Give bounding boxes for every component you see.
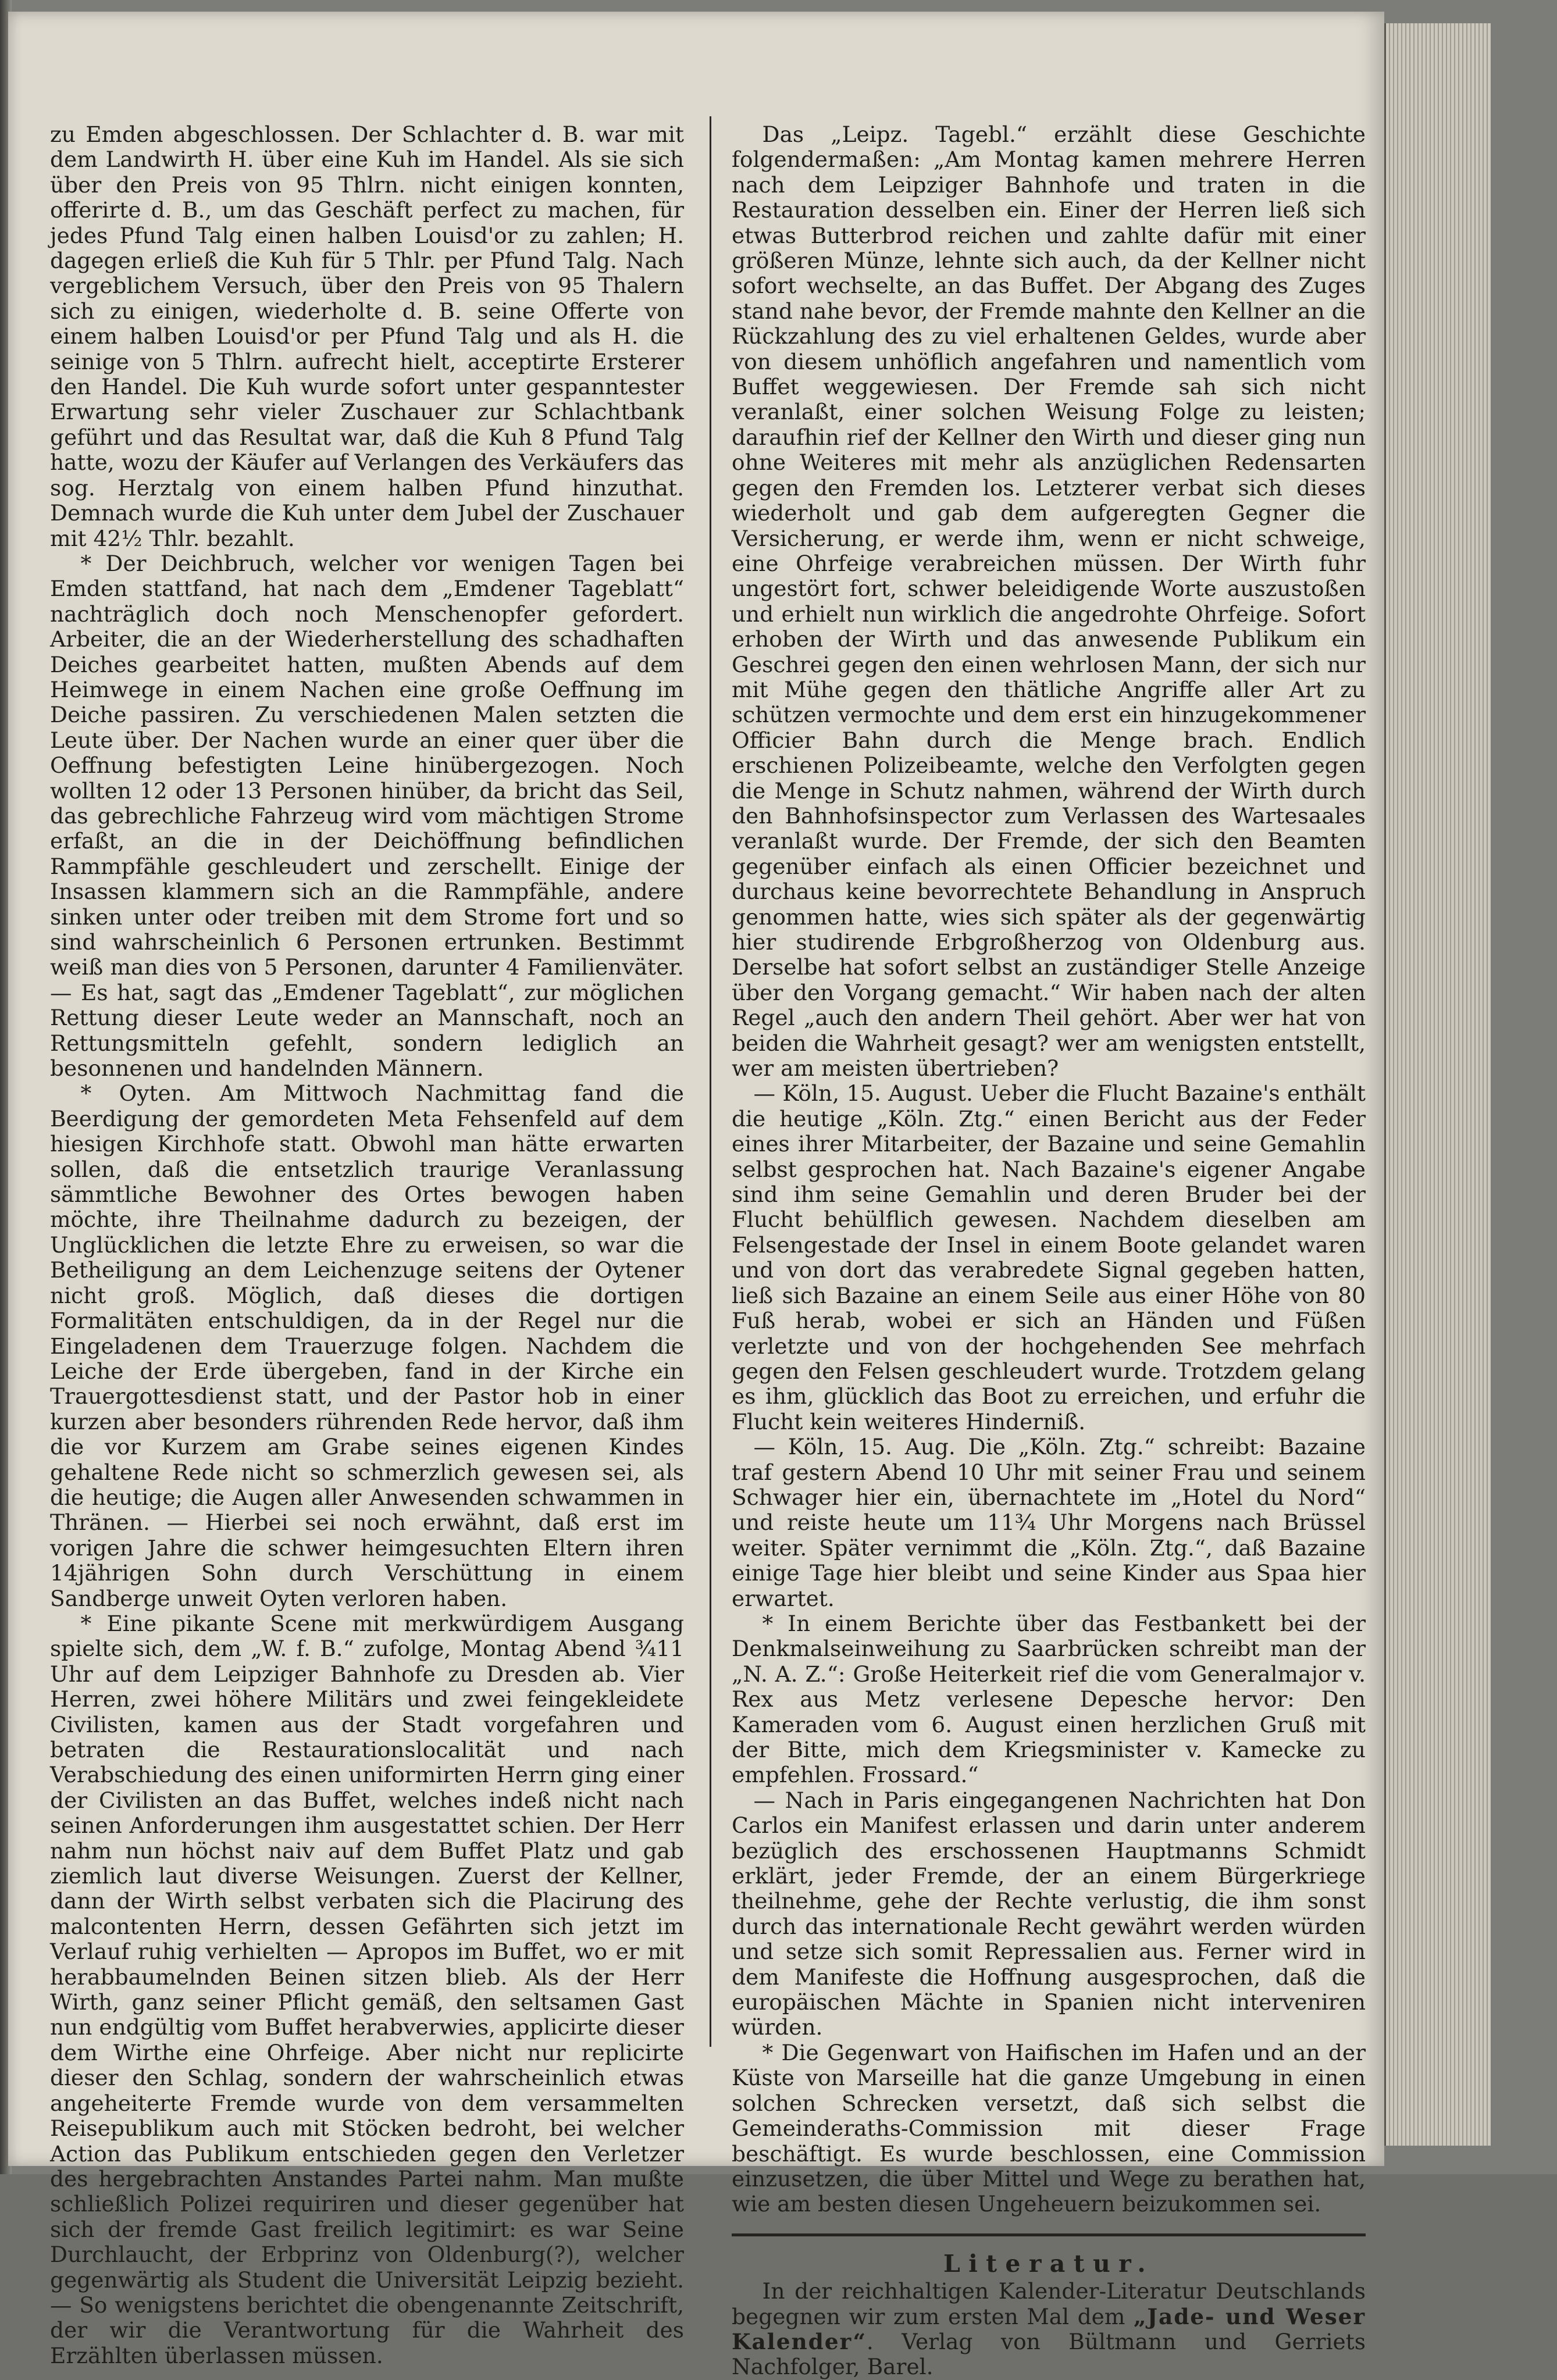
article-deichbruch: * Der Deichbruch, welcher vor wenigen Tagen bei Emden stattfand, hat nach dem „Emdener Tageblatt“ nachträglich doch noch Menschenopfer gefordert. Arbeiter, die an der Wiederherstellung des schadhaften Deiches gearbeitet hatten, mußten Abends auf dem Heimwege in einem Nachen eine große Oeffnung im Deiche passiren. Zu verschiedenen Malen setzten die Leute über. Der Nachen wurde an einer quer über die Oeffnung befestigten Leine hinübergezogen. Noch wollten 12 oder 13 Personen hinüber, da bricht das Seil, das gebrechliche Fahrzeug wird vom mächtigen Strome erfaßt, an die in der Deichöffnung befindlichen Rammpfähle geschleudert und zerschellt. Einige der Insassen klammern sich an die Rammpfähle, andere sinken unter oder treiben mit dem Strome fort und so sind wahrscheinlich 6 Personen ertrunken. Bestimmt weiß man dies von 5 Personen, darunter 4 Familienväter. — Es hat, sagt das „Emdener Tageblatt“, zur möglichen Rettung dieser Leute weder an Mannschaft, noch an Rettungsmitteln gefehlt, sondern lediglich an besonnenen und handelnden Männern. <box>50 550 684 1082</box>
article-don-carlos: — Nach in Paris eingegangenen Nachrichten hat Don Carlos ein Manifest erlassen und darin unter anderem bezüglich des erschossenen Hauptmanns Schmidt erklärt, jeder Fremde, der an einem Bürgerkriege theilnehme, gehe der Rechte verlustig, die ihm sonst durch das internationale Recht gewährt werden würden und setze sich somit Repressalien aus. Ferner wird in dem Manifeste die Hoffnung ausgesprochen, daß die europäischen Mächte in Spanien nicht interveniren würden. <box>732 1787 1366 2040</box>
article-haifische: * Die Gegenwart von Haifischen im Hafen und an der Küste von Marseille hat die ganze Umgebung in einen solchen Schrecken versetzt, daß sich selbst die Gemeinderaths-Commission mit dieser Frage beschäftigt. Es wurde beschlossen, eine Commission einzusetzen, die über Mittel und Wege zu berathen hat, wie am besten diesen Ungeheuern beizukommen sei. <box>732 2039 1366 2217</box>
article-oyten: * Oyten. Am Mittwoch Nachmittag fand die Beerdigung der gemordeten Meta Fehsenfeld auf dem hiesigen Kirchhofe statt. Obwohl man hätte erwarten sollen, daß die entsetzlich traurige Veranlassung sämmtliche Bewohner des Ortes bewogen haben möchte, ihre Theilnahme dadurch zu bezeigen, der Unglücklichen die letzte Ehre zu erweisen, so war die Betheiligung an dem Leichenzuge seitens der Oytener nicht groß. Möglich, daß dieses die dortigen Formalitäten entschuldigen, da in der Regel nur die Eingeladenen dem Trauerzuge folgen. Nachdem die Leiche der Erde übergeben, fand in der Kirche ein Trauergottesdienst statt, und der Pastor hob in einer kurzen aber besonders rührenden Rede hervor, daß ihm die vor Kurzem am Grabe seines eigenen Kindes gehaltene Rede nicht so schmerzlich gewesen sei, als die heutige; die Augen aller Anwesenden schwammen in Thränen. — Hierbei sei noch erwähnt, daß erst im vorigen Jahre die schwer heimgesuchten Eltern ihren 14jährigen Sohn durch Verschüttung in einem Sandberge unweit Oyten verloren haben. <box>50 1080 684 1611</box>
left-column <box>50 122 684 2368</box>
right-column <box>732 122 1366 2380</box>
section-divider <box>732 2233 1366 2236</box>
literatur-text <box>732 2279 1366 2380</box>
kalender-title: „Jade- und Weser Kalender“ <box>732 2303 1366 2354</box>
article-pikante-scene: * Eine pikante Scene mit merkwürdigem Ausgang spielte sich, dem „W. f. B.“ zufolge, Montag Abend ¾11 Uhr auf dem Leipziger Bahnhofe zu Dresden ab. Vier Herren, zwei höhere Militärs und zwei feingekleidete Civilisten, kamen aus der Stadt vorgefahren und betraten die Restaurationslocalität und nach Verabschiedung des einen uniformirten Herrn ging einer der Civilisten an das Buffet, welches indeß nicht nach seinen Anforderungen ihm ausgestattet schien. Der Herr nahm nun höchst naiv auf dem Buffet Platz und gab ziemlich laut diverse Weisungen. Zuerst der Kellner, dann der Wirth selbst verbaten sich die Placirung des malcontenten Herrn, dessen Gefährten sich jetzt im Verlauf ruhig verhielten — Apropos im Buffet, wo er mit herabbaumelnden Beinen sitzen blieb. Als der Herr Wirth, ganz seiner Pflicht gemäß, den seltsamen Gast nun endgültig vom Buffet herabverwies, applicirte dieser dem Wirthe eine Ohrfeige. Aber nicht nur replicirte dieser den Schlag, sondern der wahrscheinlich etwas angeheiterte Fremde wurde von dem versammelten Reisepublikum auch mit Stöcken bedroht, bei welcher Action das Publikum entschieden gegen den Verletzer des hergebrachten Anstandes Partei nahm. Man mußte schließlich Polizei requiriren und dieser gegenüber hat sich der fremde Gast freilich legitimirt: es war Seine Durchlaucht, der Erbprinz von Oldenburg(?), welcher gegenwärtig als Student die Universität Leipzig bezieht. — So wenigstens berichtet die obengenannte Zeitschrift, der wir die Verantwortung für die Wahrheit des Erzählten überlassen müssen. <box>50 1610 684 2368</box>
literatur-text-b: . Verlag von Bültmann und Gerriets Nachfolger, Barel. <box>732 2328 1366 2380</box>
literatur-text-a: In der reichhaltigen Kalender-Literatur Deutschlands begegnen wir zum ersten Mal dem <box>732 2278 1366 2329</box>
article-koeln-bazaine-ankunft: — Köln, 15. Aug. Die „Köln. Ztg.“ schreibt: Bazaine traf gestern Abend 10 Uhr mit seiner Frau und seinem Schwager hier ein, übernachtete im „Hotel du Nord“ und reiste heute um 11¾ Uhr Morgens nach Brüssel weiter. Später vernimmt die „Köln. Ztg.“, daß Bazaine einige Tage hier bleibt und seine Kinder aus Spaa hier erwartet. <box>732 1434 1366 1611</box>
article-festbankett: * In einem Berichte über das Festbankett bei der Denkmalseinweihung zu Saarbrücken schreibt man der „N. A. Z.“: Große Heiterkeit rief die vom Generalmajor v. Rex aus Metz verlesene Depesche hervor: Den Kameraden vom 6. August einen herzlichen Gruß mit der Bitte, mich dem Kriegsminister v. Kamecke zu empfehlen. Frossard.“ <box>732 1610 1366 1788</box>
article-koeln-bazaine-flucht: — Köln, 15. August. Ueber die Flucht Bazaine's enthält die heutige „Köln. Ztg.“ einen Bericht aus der Feder eines ihrer Mitarbeiter, der Bazaine und seine Gemahlin selbst gesprochen hat. Nach Bazaine's eigener Angabe sind ihm seine Gemahlin und deren Bruder bei der Flucht behülflich gewesen. Nachdem dieselben am Felsengestade der Insel in einem Boote gelandet waren und von dort das verabredete Signal gegeben hatten, ließ sich Bazaine an einem Seile aus einer Höhe von 80 Fuß herab, wobei er sich an Händen und Füßen verletzte und von der hochgehenden See mehrfach gegen den Felsen geschleudert wurde. Trotzdem gelang es ihm, glücklich das Boot zu erreichen, und erfuhr die Flucht kein weiteres Hinderniß. <box>732 1080 1366 1435</box>
literatur-heading: Literatur. <box>943 2249 1154 2278</box>
article-kuh-handel: zu Emden abgeschlossen. Der Schlachter d. B. war mit dem Landwirth H. über eine Kuh im Handel. Als sie sich über den Preis von 95 Thlrn. nicht einigen konnten, offerirte d. B., um das Geschäft perfect zu machen, für jedes Pfund Talg einen halben Louisd'or zu zahlen; H. dagegen erließ die Kuh für 5 Thlr. per Pfund Talg. Nach vergeblichem Versuch, über den Preis von 95 Thalern sich zu einigen, wiederholte d. B. seine Offerte von einem halben Louisd'or per Pfund Talg und als H. die seinige von 5 Thlrn. aufrecht hielt, acceptirte Ersterer den Handel. Die Kuh wurde sofort unter gespanntester Erwartung sehr vieler Zuschauer zur Schlachtbank geführt und das Resultat war, daß die Kuh 8 Pfund Talg hatte, wozu der Käufer auf Verlangen des Verkäufers das sog. Herztalg von einem halben Pfund hinzuthat. Demnach wurde die Kuh unter dem Jubel der Zuschauer mit 42½ Thlr. bezahlt. <box>50 122 684 551</box>
article-leipz-tagebl: Das „Leipz. Tagebl.“ erzählt diese Geschichte folgendermaßen: „Am Montag kamen mehrere Herren nach dem Leipziger Bahnhofe und traten in die Restauration desselben ein. Einer der Herren ließ sich etwas Butterbrod reichen und zahlte dafür mit einer größeren Münze, lehnte sich auch, da der Kellner nicht sofort wechselte, an das Buffet. Der Abgang des Zuges stand nahe bevor, der Fremde mahnte den Kellner an die Rückzahlung des zu viel erhaltenen Geldes, wurde aber von diesem unhöflich angefahren und namentlich vom Buffet weggewiesen. Der Fremde sah sich nicht veranlaßt, einer solchen Weisung Folge zu leisten; daraufhin rief der Kellner den Wirth und dieser ging nun ohne Weiteres mit mehr als anzüglichen Redensarten gegen den Fremden los. Letzterer verbat sich dieses wiederholt und gab dem aufgeregten Gegner die Versicherung, er werde ihm, wenn er nicht schweige, eine Ohrfeige verabreichen müssen. Der Wirth fuhr ungestört fort, schwer beleidigende Worte auszustoßen und erhielt nun wirklich die angedrohte Ohrfeige. Sofort erhoben der Wirth und das anwesende Publikum ein Geschrei gegen den einen wehrlosen Mann, der sich nur mit Mühe gegen den thätliche Angriffe aller Art zu schützen vermochte und dem erst ein hinzugekommener Officier Bahn durch die Menge brach. Endlich erschienen Polizeibeamte, welche den Verfolgten gegen die Menge in Schutz nahmen, während der Wirth durch den Bahnhofsinspector zum Verlassen des Wartesaales veranlaßt wurde. Der Fremde, der sich den Beamten gegenüber einfach als einen Officier bezeichnet und durchaus keine bevorrechtete Behandlung in Anspruch genommen hatte, wies sich später als der gegenwärtig hier studirende Erbgroßherzog von Oldenburg aus. Derselbe hat sofort selbst an zuständiger Stelle Anzeige über den Vorgang gemacht.“ Wir haben nach der alten Regel „auch den andern Theil gehört. Aber wer hat von beiden die Wahrheit gesagt? wer am wenigsten entstellt, wer am meisten übertrieben? <box>732 122 1366 1082</box>
column-divider <box>710 116 711 2047</box>
page-edges-stack <box>1384 23 1491 2146</box>
